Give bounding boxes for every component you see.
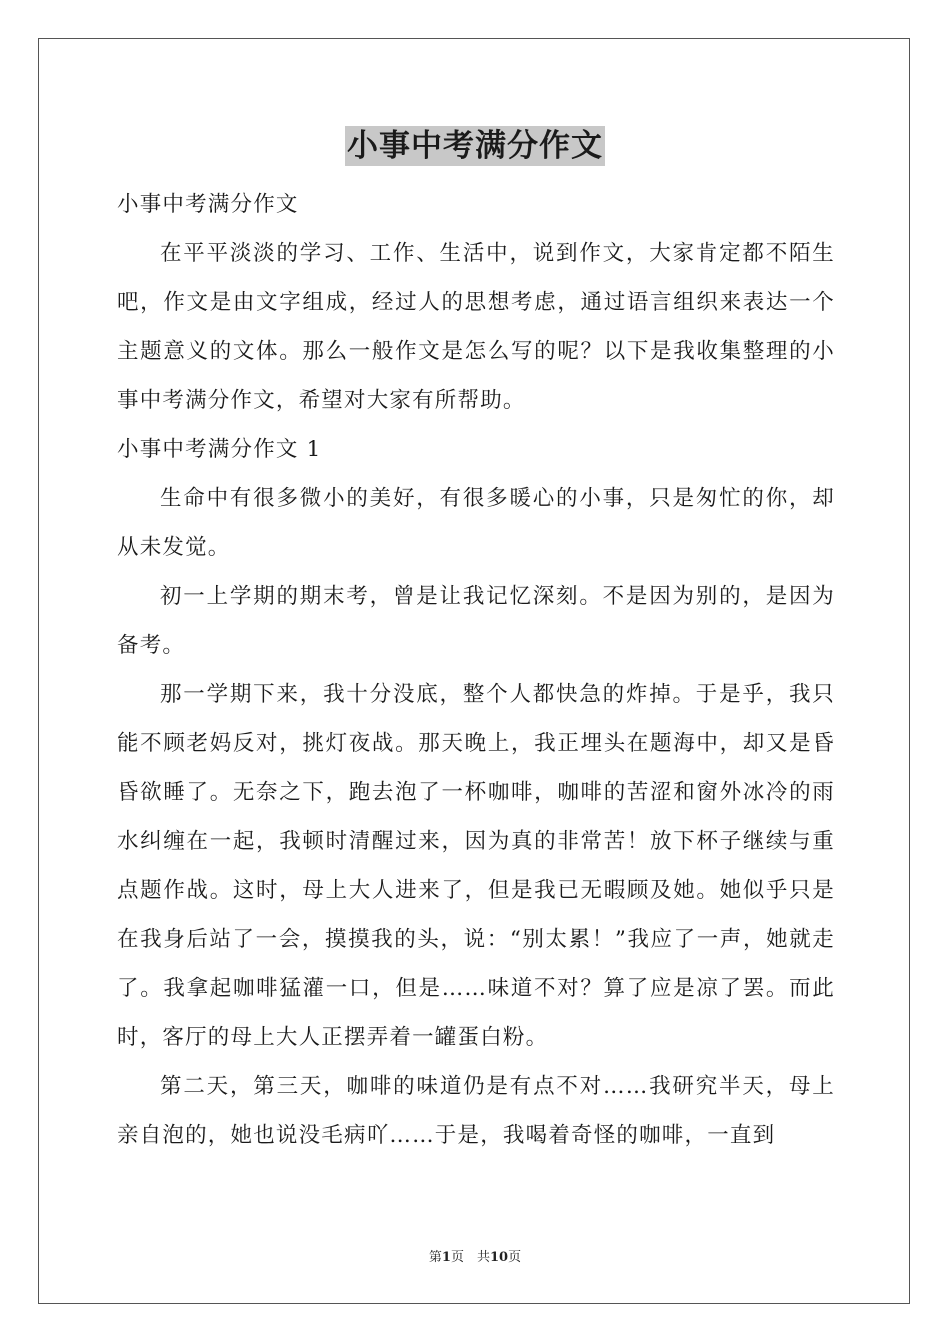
section-heading: 小事中考满分作文 1 — [117, 437, 322, 462]
footer-page-suffix: 页 — [508, 1250, 522, 1265]
title-container — [0, 126, 950, 166]
footer-page-prefix: 第 — [428, 1250, 442, 1265]
footer-page-mid: 页 共 — [450, 1250, 490, 1265]
document-subtitle: 小事中考满分作文 — [117, 192, 299, 217]
intro-paragraph: 在平平淡淡的学习、工作、生活中，说到作文，大家肯定都不陌生吧，作文是由文字组成，经过人的思想考虑，通过语言组织来表达一个主题意义的文体。那么一般作文是怎么写的呢？以下是我收集整理的小事中考满分作文，希望对大家有所帮助。 — [117, 241, 835, 413]
body-paragraph: 第二天，第三天，咖啡的味道仍是有点不对……我研究半天，母上亲自泡的，她也说没毛病吖……于是，我喝着奇怪的咖啡，一直到 — [117, 1074, 835, 1148]
document-body — [117, 180, 835, 1160]
footer-page-current: 1 — [441, 1250, 451, 1265]
body-paragraph: 那一学期下来，我十分没底，整个人都快急的炸掉。于是乎，我只能不顾老妈反对，挑灯夜战。那天晚上，我正埋头在题海中，却又是昏昏欲睡了。无奈之下，跑去泡了一杯咖啡，咖啡的苦涩和窗外冰冷的雨水纠缠在一起，我顿时清醒过来，因为真的非常苦！放下杯子继续与重点题作战。这时，母上大人进来了，但是我已无暇顾及她。她似乎只是在我身后站了一会，摸摸我的头，说：“别太累！”我应了一声，她就走了。我拿起咖啡猛灌一口，但是……味道不对？算了应是凉了罢。而此时，客厅的母上大人正摆弄着一罐蛋白粉。 — [117, 682, 835, 1050]
body-paragraph: 初一上学期的期末考，曾是让我记忆深刻。不是因为别的，是因为备考。 — [117, 584, 835, 658]
page-footer — [0, 1246, 950, 1265]
footer-page-total: 10 — [489, 1250, 509, 1265]
document-title: 小事中考满分作文 — [347, 128, 603, 164]
body-paragraph: 生命中有很多微小的美好，有很多暖心的小事，只是匆忙的你，却从未发觉。 — [117, 486, 835, 560]
